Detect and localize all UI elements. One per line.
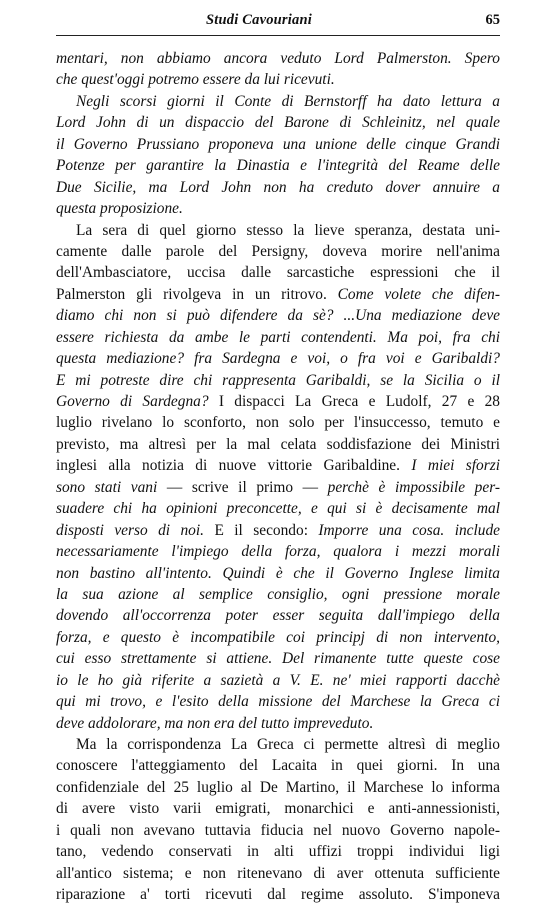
text-line (56, 348, 500, 369)
text-span: conoscere l'atteggiamento del Lacaita in quei giorni. In una (56, 757, 500, 775)
text-line (56, 884, 500, 905)
header-rule (56, 35, 500, 36)
text-line (56, 498, 500, 519)
italic-span: forza, e questo è incompatibile coi principj di non intervento, (56, 628, 500, 646)
italic-span: io le ho già riferite a sazietà a V. E. ne' miei rapporti dacchè (56, 671, 500, 689)
italic-span: disposti verso di noi. (56, 521, 205, 539)
italic-span: Due Sicilie, ma Lord John non ha creduto dover annuire a (56, 178, 500, 196)
italic-span: non bastino all'intento. Quindi è che il Governo Inglese limita (56, 564, 500, 582)
text-line (56, 605, 500, 626)
italic-span: Imporre una cosa. include (318, 521, 501, 539)
italic-span: qui mi trovo, e l'esito della missione del Marchese la Greca ci (56, 693, 500, 711)
text-line (56, 670, 500, 691)
text-span: i quali non avevano tuttavia fiducia nel nuovo Governo napole- (56, 821, 500, 839)
text-line (56, 841, 500, 862)
text-line (56, 241, 500, 262)
italic-span: il Governo Prussiano proponeva una unione delle cinque Grandi (56, 135, 500, 153)
page-number: 65 (485, 12, 500, 28)
text-span: Ma la corrispondenza La Greca ci permette altresì di meglio (76, 736, 500, 753)
text-span: di avere visto varii emigrati, monarchici e anti-annessionisti, (56, 800, 500, 818)
italic-span: questa mediazione? fra Sardegna e voi, o fra voi e Garibaldi? (56, 350, 500, 368)
italic-span: Lord John di un dispaccio del Barone di Schleinitz, nel quale (56, 114, 500, 132)
text-span: confidenziale del 25 luglio al De Martino, il Marchese lo informa (56, 778, 500, 796)
italic-span: deve addolorare, ma non era del tutto impreveduto. (56, 714, 374, 732)
text-line (56, 820, 500, 841)
italic-span: cui esso strettamente si attiene. Del rimanente tutte queste cose (56, 650, 500, 668)
text-line (56, 305, 500, 326)
text-line (56, 798, 500, 819)
italic-span: necessariamente l'impiego della forza, qualora i mezzi morali (56, 543, 500, 561)
text-span: camente dalle parole del Persigny, doveva morire nell'anima (56, 242, 500, 260)
text-line (56, 155, 500, 176)
text-span: dell'Ambasciatore, uccisa dalle sarcastiche espressioni che il (56, 264, 500, 282)
text-line (56, 777, 500, 798)
text-line (56, 391, 500, 412)
text-span: inglesi alla notizia di nuove vittorie Garibaldine. (56, 457, 412, 475)
italic-span: diamo chi non si può difendere da sè? ...Una mediazione deve (56, 307, 500, 325)
text-line (56, 477, 500, 498)
text-line (56, 713, 500, 734)
text-line (56, 520, 500, 541)
text-line (56, 134, 500, 155)
text-line (56, 455, 500, 476)
text-line (56, 584, 500, 605)
text-span: luglio rivelano lo sconforto, non solo per l'insuccesso, temuto e (56, 414, 500, 432)
text-line (56, 198, 500, 219)
italic-span: I miei sforzi (411, 457, 500, 475)
italic-span: questa proposizione. (56, 200, 183, 218)
italic-span: mentari, non abbiamo ancora veduto Lord Palmerston. Spero (56, 50, 500, 67)
text-line (56, 112, 500, 133)
text-line (56, 262, 500, 283)
text-line (56, 563, 500, 584)
italic-span: Potenze per garantire la Dinastia e l'integrità del Reame delle (56, 157, 500, 175)
italic-span: la sua azione al semplice consiglio, ogni pressione morale (56, 585, 500, 603)
text-line (56, 734, 500, 755)
text-span: Palmerston gli rivolgeva in un ritrovo. (56, 285, 338, 303)
text-line (56, 220, 500, 241)
text-line (56, 69, 500, 90)
italic-span: essere richiesta da ambe le parti contendenti. Ma poi, fra chi (56, 328, 500, 346)
italic-span: suadere chi ha opinioni preconcette, e qui si è decisamente mal (56, 500, 500, 518)
running-title: Studi Cavouriani (206, 12, 312, 28)
page-header (56, 10, 500, 36)
text-line (56, 370, 500, 391)
text-span: I dispacci La Greca e Ludolf, 27 e 28 (208, 393, 501, 410)
text-span: riparazione a' torti ricevuti dal regime assoluto. S'imponeva (56, 886, 500, 904)
text-line (56, 691, 500, 712)
text-line (56, 91, 500, 112)
italic-span: Governo di Sardegna? (56, 393, 209, 410)
text-line (56, 284, 500, 305)
italic-span: perchè è impossibile per- (327, 478, 501, 496)
text-line (56, 412, 500, 433)
text-span: previsto, ma altresì per la mal celata soddisfazione dei Ministri (56, 435, 500, 453)
italic-span: sono stati vani (56, 478, 158, 496)
text-span: all'antico sistema; e non ritenevano di aver ottenuta sufficiente (56, 864, 500, 882)
text-line (56, 863, 500, 884)
text-line (56, 327, 500, 348)
italic-span: che quest'oggi potremo essere da lui ricevuti. (56, 71, 335, 89)
text-line (56, 177, 500, 198)
text-span: — scrive il primo — (157, 478, 328, 496)
text-span: E il secondo: (204, 521, 319, 539)
italic-span: dovendo all'occorrenza poter esser seguita dall'impiego della (56, 607, 500, 625)
italic-span: E mi potreste dire chi rappresenta Garibaldi, se la Sicilia o il (56, 371, 500, 389)
text-line (56, 541, 500, 562)
text-line (56, 648, 500, 669)
text-line (56, 48, 500, 69)
text-span: La sera di quel giorno stesso la lieve speranza, destata uni- (76, 221, 500, 239)
text-line (56, 627, 500, 648)
text-line (56, 434, 500, 455)
text-line (56, 755, 500, 776)
italic-span: Negli scorsi giorni il Conte di Bernstorff ha dato lettura a (76, 92, 500, 110)
italic-span: Come volete che difen- (337, 285, 500, 303)
text-span: tano, vedendo conservati in alti uffizi troppi individui ligi (56, 843, 500, 861)
body-text (56, 48, 500, 906)
